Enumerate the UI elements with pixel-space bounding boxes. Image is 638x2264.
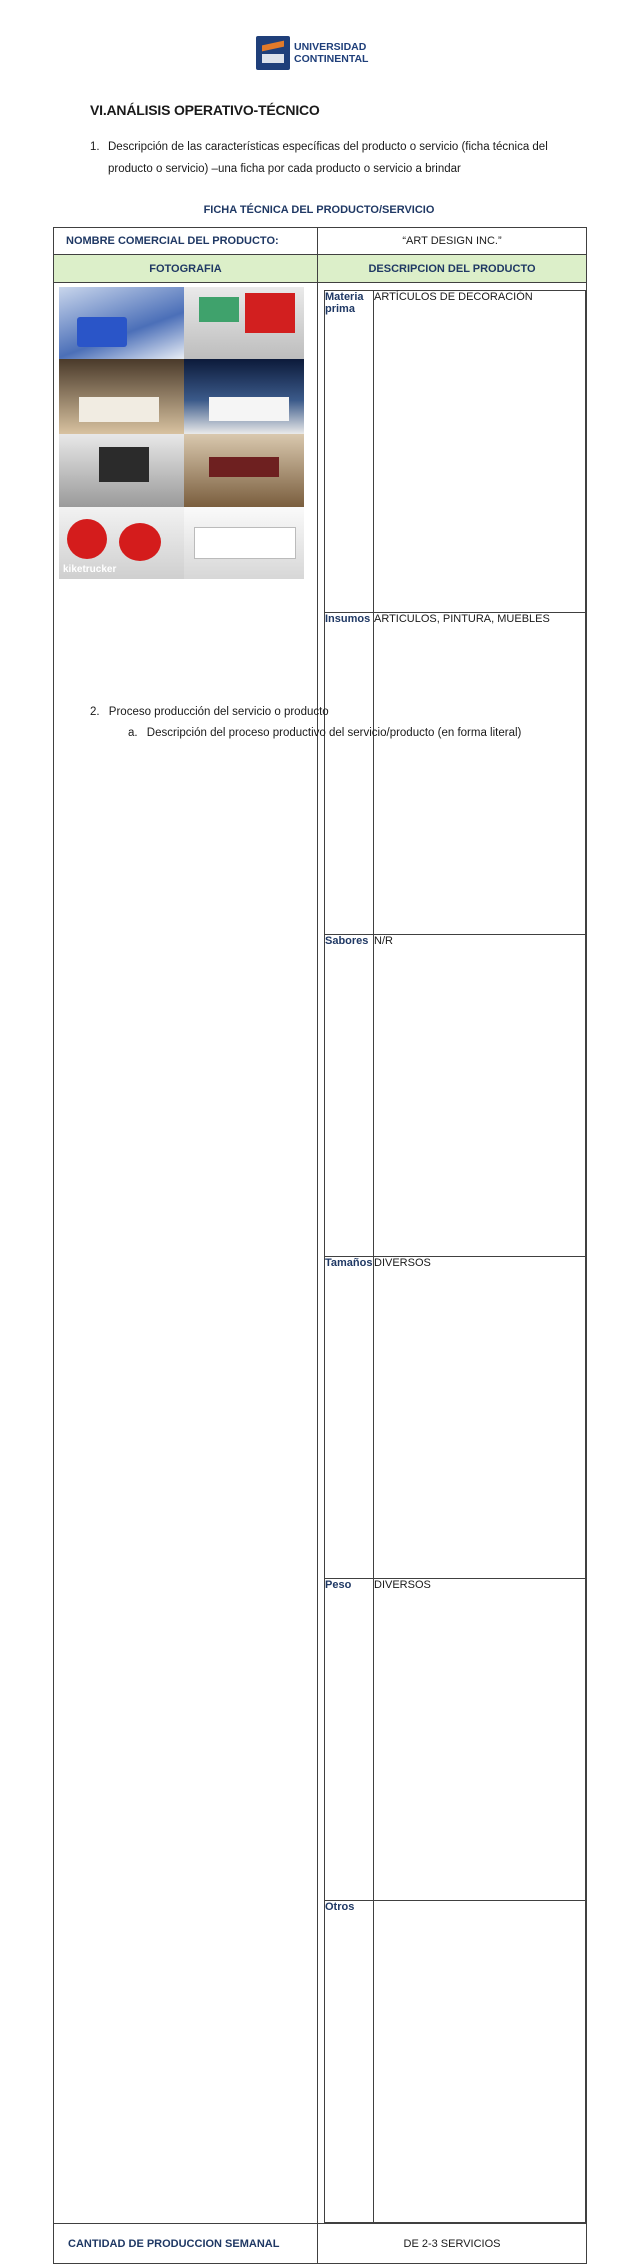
detail-label-peso: Peso [325,1579,374,1901]
product-name-value: “ART DESIGN INC.” [318,228,587,255]
list-item-2a [128,727,521,739]
detail-value-peso: DIVERSOS [374,1579,586,1901]
list-item-2a-text: Descripción del proceso productivo del servicio/producto (en forma literal) [146,727,522,739]
description-cell [318,283,587,2224]
list-item-2a-letter: a. [128,727,138,739]
list-item-2-number: 2. [90,706,100,718]
product-name-label: NOMBRE COMERCIAL DEL PRODUCTO: [54,228,318,255]
list-item-1-number: 1. [90,141,100,153]
detail-label-sabores: Sabores [325,935,374,1257]
logo-line2: CONTINENTAL [294,53,369,65]
detail-value-otros [374,1901,586,2223]
section-title: VI.ANÁLISIS OPERATIVO-TÉCNICO [90,102,320,118]
photo-watermark: kiketrucker [63,564,117,575]
logo-text [294,41,368,65]
description-table [324,290,586,2223]
list-item-2-text: Proceso producción del servicio o producto [108,706,329,718]
weekly-production-label: CANTIDAD DE PRODUCCION SEMANAL [54,2224,318,2264]
detail-label-otros: Otros [325,1901,374,2223]
logo-line1: UNIVERSIDAD [294,41,367,53]
detail-label-insumos: Insumos [325,613,374,935]
detail-label-materia: Materia prima [325,291,374,613]
logo-emblem-icon [256,36,290,70]
weekly-production-value: DE 2-3 SERVICIOS [318,2224,587,2264]
university-logo [256,36,383,70]
list-item-1-text: Descripción de las características específicas del producto o servicio (ficha técnica del producto o servicio) –una ficha por cada producto o servicio a brindar [108,141,548,175]
detail-value-sabores: N/R [374,935,586,1257]
ficha-table [53,227,587,2264]
list-item-1 [90,136,560,180]
description-header: DESCRIPCION DEL PRODUCTO [318,255,587,283]
detail-value-tamanos: DIVERSOS [374,1257,586,1579]
ficha-title: FICHA TÉCNICA DEL PRODUCTO/SERVICIO [203,204,435,216]
photo-cell [54,283,318,2224]
photo-header: FOTOGRAFIA [54,255,318,283]
detail-label-tamanos: Tamaños [325,1257,374,1579]
product-photo-collage [59,287,304,579]
list-item-2 [90,706,329,718]
detail-value-insumos: ARTICULOS, PINTURA, MUEBLES [374,613,586,935]
detail-value-materia: ARTÍCULOS DE DECORACIÓN [374,291,586,613]
